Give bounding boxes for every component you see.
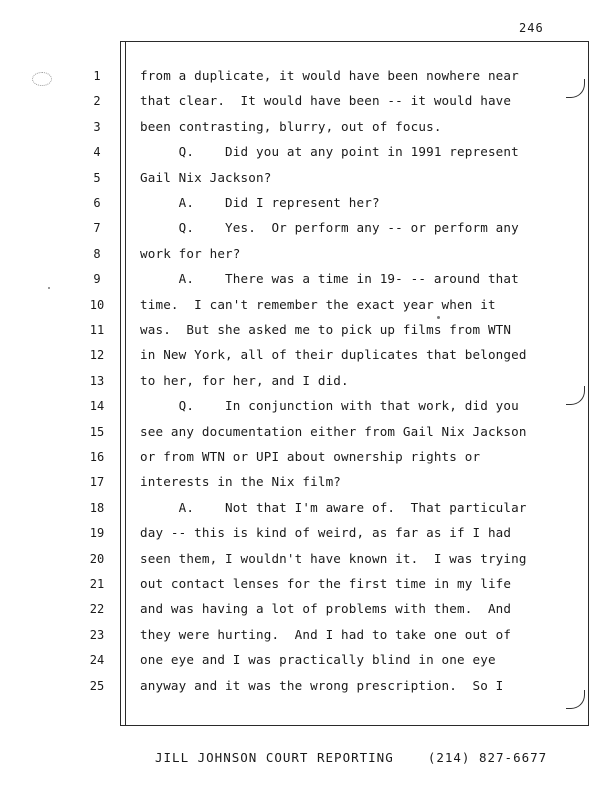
transcript-line: see any documentation either from Gail Nix Jackson [140,424,527,439]
line-number: 7 [93,221,101,235]
transcript-line: seen them, I wouldn't have known it. I was trying [140,551,527,566]
transcript-line: to her, for her, and I did. [140,373,349,388]
line-number: 22 [89,602,105,616]
line-number: 13 [89,374,105,388]
line-number: 19 [89,526,105,540]
transcript-line: interests in the Nix film? [140,474,342,489]
page-number: 246 [519,21,544,35]
transcript-line: A. There was a time in 19- -- around that [140,271,519,286]
transcript-line: A. Did I represent her? [140,195,380,210]
line-number: 3 [93,120,101,134]
transcript-line: out contact lenses for the first time in my life [140,576,512,591]
speck [437,316,440,319]
line-number: 5 [93,171,101,185]
line-number: 21 [89,577,105,591]
transcript-line: Gail Nix Jackson? [140,170,272,185]
margin-stamp [32,72,52,86]
transcript-line: in New York, all of their duplicates that belonged [140,347,527,362]
transcript-line: been contrasting, blurry, out of focus. [140,119,442,134]
transcript-line: was. But she asked me to pick up films from WTN [140,322,512,337]
transcript-line: time. I can't remember the exact year when it [140,297,496,312]
line-number: 20 [89,552,105,566]
line-number: 2 [93,94,101,108]
transcript-line: they were hurting. And I had to take one out of [140,627,512,642]
line-number: 15 [89,425,105,439]
line-number: 17 [89,475,105,489]
transcript-line: Q. Did you at any point in 1991 represent [140,144,519,159]
line-number: 4 [93,145,101,159]
transcript-line: Q. In conjunction with that work, did you [140,398,519,413]
transcript-line: anyway and it was the wrong prescription. So I [140,678,504,693]
transcript-line: Q. Yes. Or perform any -- or perform any [140,220,519,235]
line-number: 14 [89,399,105,413]
line-number: 10 [89,298,105,312]
margin-rule [125,41,126,726]
line-number: 11 [89,323,105,337]
transcript-line: or from WTN or UPI about ownership rights or [140,449,481,464]
transcript-line: day -- this is kind of weird, as far as if I had [140,525,512,540]
line-number: 9 [93,272,101,286]
speck [48,287,50,289]
line-number: 25 [89,679,105,693]
transcript-line: A. Not that I'm aware of. That particular [140,500,527,515]
transcript-line: and was having a lot of problems with them. And [140,601,512,616]
line-number: 8 [93,247,101,261]
footer-reporter: JILL JOHNSON COURT REPORTING [155,750,394,765]
line-number: 24 [89,653,105,667]
line-number: 16 [89,450,105,464]
transcript-line: that clear. It would have been -- it would have [140,93,512,108]
line-number: 23 [89,628,105,642]
transcript-line: from a duplicate, it would have been nowhere near [140,68,519,83]
transcript-line: work for her? [140,246,241,261]
transcript-line: one eye and I was practically blind in one eye [140,652,496,667]
footer [155,750,547,765]
line-number: 12 [89,348,105,362]
line-number: 6 [93,196,101,210]
line-number: 1 [93,69,101,83]
footer-phone: (214) 827-6677 [427,750,548,765]
line-number: 18 [89,501,105,515]
